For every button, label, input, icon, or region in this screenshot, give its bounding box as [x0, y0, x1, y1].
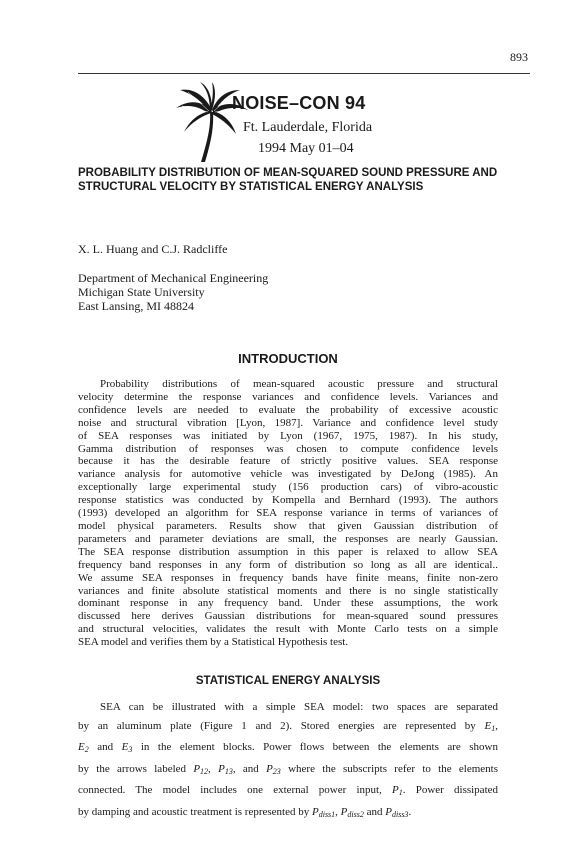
section-heading-introduction: INTRODUCTION: [238, 351, 338, 366]
text-run: by an aluminum plate (Figure 1 and 2). Stored energies are represented by: [78, 719, 476, 732]
text-line: of SEA responses was initiated by Lyon (1967, 1975, 1987). In his study,: [78, 429, 498, 442]
introduction-paragraph: [78, 378, 498, 649]
text-run: , and: [232, 762, 259, 775]
power-symbol-pdiss1: $P_{diss1}$: [311, 805, 336, 819]
conference-name: NOISE–CON 94: [232, 93, 366, 113]
sea-paragraph: [78, 698, 498, 825]
text-line: noise and structural vibration [Lyon, 1987]. Variance and confidence level study: [78, 416, 498, 429]
text-line: (1993) developed an algorithm for SEA response variance in terms of variances of: [78, 507, 498, 520]
paper-authors: X. L. Huang and C.J. Radcliffe: [78, 242, 228, 256]
text-line: [78, 781, 498, 803]
text-line: parameters and parameter deviations are small, the responses are nearly Gaussian.: [78, 532, 498, 545]
text-run: and: [97, 741, 114, 754]
text-run: in the element blocks. Power flows between the elements are shown: [140, 741, 498, 754]
text-line: The SEA response distribution assumption in this paper is relaxed to allow SEA: [78, 545, 498, 558]
text-line: variances and finite absolute statistical moments and there is no single statistically: [78, 584, 498, 597]
power-symbol-p13: $P_{13}$: [218, 762, 233, 776]
affiliation-line: East Lansing, MI 48824: [78, 299, 194, 313]
author-affiliation: [78, 271, 268, 313]
text-line: by damping and acoustic treatment is represented by $P_{diss1}$, $P_{diss2}$ and $P_{diss3}$.: [78, 805, 412, 819]
affiliation-line: Department of Mechanical Engineering: [78, 271, 269, 285]
energy-symbol-e2: $E_2$: [78, 741, 89, 755]
text-line: velocity determine the response variances and confidence levels. Variances and: [78, 390, 498, 403]
text-run: and: [366, 805, 383, 818]
text-line: We assume SEA responses in frequency bands have finite means, finite non-zero: [78, 571, 498, 584]
text-run: . Power dissipated: [402, 784, 499, 797]
text-run: where the subscripts refer to the elements: [288, 762, 499, 775]
section-heading-sea: STATISTICAL ENERGY ANALYSIS: [195, 675, 381, 687]
power-symbol-p12: $P_{12}$: [193, 762, 209, 776]
text-run: by damping and acoustic treatment is represented by: [78, 805, 310, 818]
text-line: frequency band responses in any form of distribution so long as all are identical..: [78, 558, 498, 571]
power-symbol-p23: $P_{23}$: [266, 762, 281, 776]
text-line: by the arrows labeled $P_{12}$, $P_{13}$, and $P_{23}$ where the subscripts refer to the elements: [78, 762, 499, 776]
power-symbol-pdiss2: $P_{diss2}$: [340, 805, 364, 819]
text-line: Gamma distribution of responses was chosen to compute confidence levels: [78, 442, 498, 455]
text-run: by the arrows labeled: [78, 762, 187, 775]
text-line: because it has the desirable feature of strictly positive values. SEA response: [78, 455, 498, 468]
text-line: exceptionally large experimental study (156 production cars) of vibro-acoustic: [78, 481, 498, 494]
text-line: SEA can be illustrated with a simple SEA model: two spaces are separated: [100, 701, 498, 713]
text-line: confidence levels are needed to evaluate the probability of excessive acoustic: [78, 403, 498, 416]
text-line: Probability distributions of mean-squared acoustic pressure and structural: [100, 378, 498, 390]
text-line: SEA model and verifies them by a Statistical Hypothesis test.: [78, 636, 349, 649]
text-line: response statistics was conducted by Kompella and Bernhard (1993). The authors: [78, 494, 498, 507]
text-line: [78, 738, 498, 760]
energy-symbol-e1: $E_1$: [484, 719, 496, 733]
text-line: by an aluminum plate (Figure 1 and 2). Stored energies are represented by $E_1$,: [78, 719, 499, 733]
conference-date: 1994 May 01–04: [258, 141, 354, 156]
power-symbol-p1: $P_1$: [392, 784, 403, 798]
paper-title: PROBABILITY DISTRIBUTION OF MEAN-SQUARED SOUND PRESSURE AND STRUCTURAL VELOCITY BY STATISTICAL ENERGY ANALYSIS: [78, 167, 498, 193]
energy-symbol-e3: $E_3$: [121, 741, 133, 755]
text-line: variance analysis for automotive vehicle was investigated by DeJong (1985). An: [78, 468, 498, 481]
text-line: and structural velocities, validates the result with Monte Carlo tests on a simple: [78, 623, 498, 636]
power-symbol-pdiss3: $P_{diss3}$: [385, 805, 409, 819]
text-line: discussed here derives Gaussian distributions for mean-squared sound pressures: [78, 610, 498, 623]
text-line: model physical parameters. Results show that given Gaussian distribution of: [78, 519, 498, 532]
page-number: 893: [510, 50, 528, 64]
text-line: dominant response in any frequency band. Under these assumptions, the work: [78, 597, 498, 610]
header-rule: [78, 73, 530, 74]
conference-location: Ft. Lauderdale, Florida: [243, 120, 373, 135]
affiliation-line: Michigan State University: [78, 285, 205, 299]
text-run: connected. The model includes one external power input,: [78, 784, 382, 797]
